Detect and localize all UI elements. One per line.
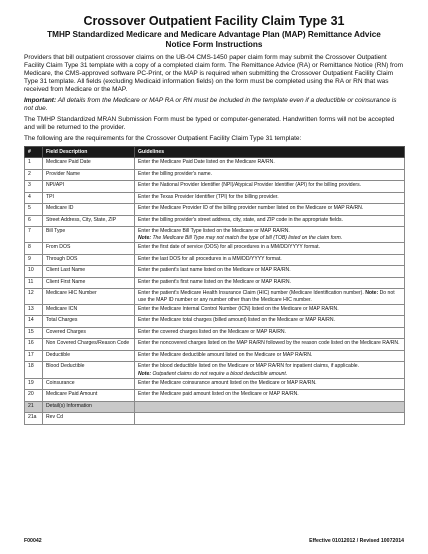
- row-number: 13: [25, 304, 43, 316]
- field-description: Deductible: [43, 350, 135, 362]
- table-row: [25, 227, 405, 243]
- row-number: 3: [25, 181, 43, 193]
- row-number: 5: [25, 204, 43, 216]
- guideline-text: Enter the Medicare coinsurance amount listed on the Medicare or MAP RA/RN.: [138, 379, 317, 386]
- table-row: [25, 327, 405, 339]
- row-number: 17: [25, 350, 43, 362]
- document-subtitle: [24, 30, 404, 50]
- guideline-text: Enter the billing provider's street address, city, state, and ZIP code in the appropriate fields.: [138, 216, 343, 223]
- guideline: [135, 339, 405, 351]
- guideline: [135, 362, 405, 378]
- table-row: [25, 243, 405, 255]
- row-number: 1: [25, 158, 43, 170]
- effective-date: Effective 01012012 / Revised 10072014: [309, 538, 404, 544]
- guideline: [135, 277, 405, 289]
- table-row: [25, 204, 405, 216]
- field-description: Medicare Paid Amount: [43, 390, 135, 402]
- field-description: Non Covered Charges/Reason Code: [43, 339, 135, 351]
- guideline-text: Enter the billing provider's name.: [138, 170, 213, 177]
- guideline: [135, 215, 405, 227]
- guideline: [135, 243, 405, 255]
- guideline-text: Enter the noncovered charges listed on the MAP RA/RN followed by the reason code listed on the Medicare RA/RN.: [138, 340, 400, 347]
- row-number: 14: [25, 316, 43, 328]
- guideline-text: Enter the Medicare Provider ID of the billing provider number listed on the Medicare or MAP RA/RN.: [138, 205, 364, 211]
- guideline: [135, 181, 405, 193]
- guideline: [135, 413, 405, 425]
- table-row: [25, 350, 405, 362]
- column-header-guidelines: Guidelines: [135, 147, 405, 158]
- field-description: Provider Name: [43, 169, 135, 181]
- note-text: The Medicare Bill Type may not match the type of bill (TOB) listed on the claim form.: [152, 235, 343, 242]
- field-description: Medicare ID: [43, 204, 135, 216]
- mran-paragraph: The TMHP Standardized MRAN Submission Form must be typed or computer-generated. Handwritten forms will not be accepted and will be returned to the provider.: [24, 116, 395, 131]
- guideline-text: Enter the Medicare total charges (billed amount) listed on the Medicare or MAP RA/RN.: [138, 317, 335, 324]
- row-number: 18: [25, 362, 43, 378]
- form-code: F00042: [24, 538, 42, 544]
- guideline-text: Enter the last DOS for all procedures in a MM/DD/YYYY format.: [138, 255, 282, 262]
- table-row: [25, 413, 405, 425]
- guideline-note: [138, 235, 401, 241]
- note-label: Note:: [138, 370, 152, 377]
- row-number: 9: [25, 254, 43, 266]
- field-description: Client First Name: [43, 277, 135, 289]
- guideline: [135, 350, 405, 362]
- row-number: 21a: [25, 413, 43, 425]
- guideline: [135, 227, 405, 243]
- field-description: Blood Deductible: [43, 362, 135, 378]
- important-text: All details from the Medicare or MAP RA or RN must be included in the template even if a deductible or coinsurance is not due.: [24, 97, 397, 112]
- guideline-text: Enter the blood deductible listed on the Medicare or MAP RA/RN for inpatient claims, if applicable.: [138, 363, 360, 370]
- field-description: Rev Cd: [43, 413, 135, 425]
- table-section-row: [25, 401, 405, 413]
- guideline: [135, 304, 405, 316]
- guideline: [135, 316, 405, 328]
- table-row: [25, 181, 405, 193]
- guideline: [135, 327, 405, 339]
- guideline: [135, 390, 405, 402]
- guideline: [135, 169, 405, 181]
- guideline: [135, 289, 405, 304]
- guideline: [135, 401, 405, 413]
- guideline: [135, 254, 405, 266]
- guideline: [135, 266, 405, 278]
- guideline-text: Enter the Medicare Paid Date listed on the Medicare RA/RN.: [138, 159, 275, 165]
- guideline-text: Enter the Medicare Internal Control Number (ICN) listed on the Medicare or MAP RA/RN.: [138, 305, 339, 312]
- table-row: [25, 192, 405, 204]
- note-label: Note:: [138, 235, 152, 242]
- guideline: [135, 378, 405, 390]
- row-number: 7: [25, 227, 43, 243]
- guideline-text: Enter the Texas Provider Identifier (TPI) for the billing provider.: [138, 193, 279, 200]
- guideline-note: [138, 371, 401, 377]
- intro-paragraph: Providers that bill outpatient crossover claims on the UB-04 CMS-1450 paper claim form may submit the Crossover Outpatient Facility Claim Type 31 template with a copy of a completed claim form. The Remittance Advice (RA) or Remittance Notice (RN) from Medicare, the CMS-approved software PC-Print, or the MAP is required when submitting the Crossover Outpatient Facility Claim Type 31 template. All fields (excluding Medicaid information fields) on the form must be completed using the RA or RN that was received from Medicare or the MAP.: [24, 54, 404, 93]
- table-row: [25, 362, 405, 378]
- guideline: [135, 192, 405, 204]
- important-paragraph: [24, 97, 404, 113]
- field-description: Total Charges: [43, 316, 135, 328]
- guideline: [135, 204, 405, 216]
- note-text: Do not use the MAP ID number or any number other than the Medicare HIC number.: [138, 290, 395, 303]
- subtitle-line-1: TMHP Standardized Medicare and Medicare Advantage Plan (MAP) Remittance Advice: [47, 30, 381, 39]
- table-header-row: [25, 147, 405, 158]
- row-number: 12: [25, 289, 43, 304]
- table-row: [25, 339, 405, 351]
- table-row: [25, 215, 405, 227]
- table-row: [25, 378, 405, 390]
- important-label: Important:: [24, 97, 57, 104]
- row-number: 8: [25, 243, 43, 255]
- table-row: [25, 169, 405, 181]
- guideline-text: Enter the patient's first name listed on the Medicare or MAP RA/RN.: [138, 278, 291, 285]
- field-description: Covered Charges: [43, 327, 135, 339]
- guideline-text: Enter the Medicare deductible amount listed on the Medicare or MAP RA/RN.: [138, 351, 313, 358]
- field-description: Bill Type: [43, 227, 135, 243]
- table-body: [25, 158, 405, 425]
- document-page: [24, 14, 404, 425]
- document-title: Crossover Outpatient Facility Claim Type 31: [83, 14, 345, 28]
- field-description: TPI: [43, 192, 135, 204]
- guideline-text: Enter the Medicare paid amount listed on the Medicare or MAP RA/RN.: [138, 391, 299, 398]
- field-description: Street Address, City, State, ZIP: [43, 215, 135, 227]
- field-description: Medicare HIC Number: [43, 289, 135, 304]
- guideline-text: Enter the Medicare Bill Type listed on the Medicare or MAP RA/RN.: [138, 228, 290, 234]
- table-row: [25, 254, 405, 266]
- table-row: [25, 266, 405, 278]
- table-row: [25, 277, 405, 289]
- requirements-paragraph: The following are the requirements for the Crossover Outpatient Facility Claim Type 31 template:: [24, 135, 302, 142]
- guideline-text: Enter the covered charges listed on the Medicare or MAP RA/RN.: [138, 328, 286, 335]
- field-description: From DOS: [43, 243, 135, 255]
- row-number: 4: [25, 192, 43, 204]
- guideline-text: Enter the first date of service (DOS) for all procedures in a MM/DD/YYYY format.: [138, 244, 320, 251]
- row-number: 19: [25, 378, 43, 390]
- table-row: [25, 289, 405, 304]
- table-row: [25, 158, 405, 170]
- field-description: Medicare Paid Date: [43, 158, 135, 170]
- row-number: 21: [25, 401, 43, 413]
- table-row: [25, 316, 405, 328]
- row-number: 20: [25, 390, 43, 402]
- guideline: [135, 158, 405, 170]
- field-description: Medicare ICN: [43, 304, 135, 316]
- field-description: NPI/API: [43, 181, 135, 193]
- requirements-table: [24, 146, 405, 425]
- note-text: Outpatient claims do not require a blood deductible amount.: [152, 370, 288, 377]
- guideline-text: Enter the National Provider Identifier (NPI)/Atypical Provider Identifier (API) for the billing providers.: [138, 182, 362, 188]
- field-description: Coinsurance: [43, 378, 135, 390]
- field-description: Detail(s) Information: [43, 401, 135, 413]
- note-label: Note:: [365, 290, 379, 297]
- guideline-text: Enter the patient's last name listed on the Medicare or MAP RA/RN.: [138, 267, 291, 274]
- field-description: Client Last Name: [43, 266, 135, 278]
- column-header-number: #: [25, 147, 43, 158]
- row-number: 11: [25, 277, 43, 289]
- guideline-text: Enter the patient's Medicare Health Insurance Claim (HIC) number (Medicare Identification number).: [138, 290, 364, 297]
- row-number: 15: [25, 327, 43, 339]
- table-row: [25, 304, 405, 316]
- row-number: 2: [25, 169, 43, 181]
- row-number: 6: [25, 215, 43, 227]
- column-header-field: Field Description: [43, 147, 135, 158]
- row-number: 16: [25, 339, 43, 351]
- row-number: 10: [25, 266, 43, 278]
- table-row: [25, 390, 405, 402]
- subtitle-line-2: Notice Form Instructions: [165, 40, 263, 49]
- field-description: Through DOS: [43, 254, 135, 266]
